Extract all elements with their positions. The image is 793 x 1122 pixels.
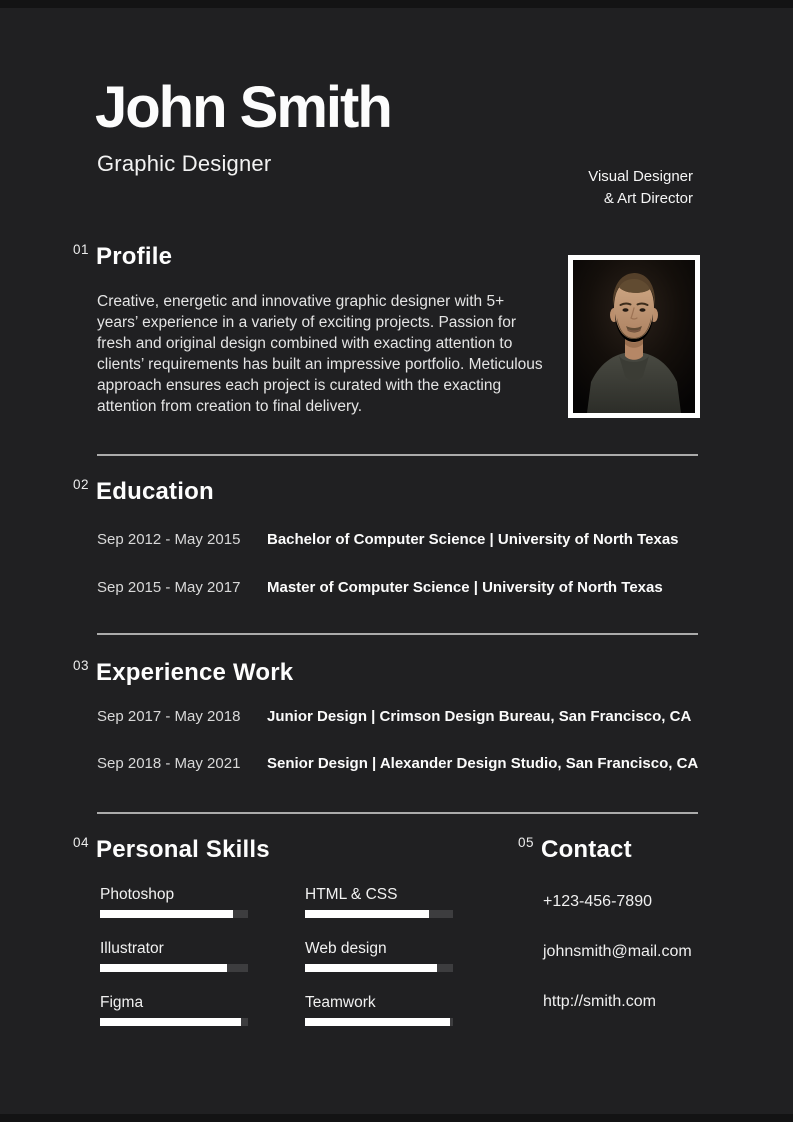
experience-detail: Junior Design | Crimson Design Bureau, San Francisco, CA — [267, 708, 692, 725]
skill-label: Illustrator — [100, 940, 164, 957]
skill-bar-fill — [100, 1018, 241, 1026]
experience-entry — [97, 755, 737, 775]
section-number-skills: 04 — [73, 835, 90, 850]
page-bottom-edge — [0, 1114, 793, 1122]
person-name: John Smith — [95, 75, 391, 140]
divider-skills — [97, 812, 698, 814]
education-dates: Sep 2015 - May 2017 — [97, 579, 241, 596]
section-title-profile: Profile — [96, 243, 173, 270]
section-heading-education — [73, 478, 214, 506]
education-entry — [97, 531, 737, 551]
skills-column-left — [100, 886, 248, 1048]
experience-detail: Senior Design | Alexander Design Studio, San Francisco, CA — [267, 755, 699, 772]
section-number-education: 02 — [73, 477, 90, 492]
education-dates: Sep 2012 - May 2015 — [97, 531, 241, 548]
skill-item — [305, 886, 453, 918]
skill-bar-track — [100, 964, 248, 972]
education-detail: Bachelor of Computer Science | University of North Texas — [267, 531, 679, 548]
person-role: Graphic Designer — [97, 151, 272, 176]
section-title-skills: Personal Skills — [96, 836, 270, 863]
contact-website: http://smith.com — [543, 993, 656, 1010]
section-heading-contact — [518, 836, 632, 864]
skill-item — [100, 940, 248, 972]
skill-bar-track — [305, 910, 453, 918]
portrait-photo-illustration — [573, 260, 695, 413]
section-heading-experience — [73, 659, 293, 687]
skill-item — [305, 940, 453, 972]
education-detail: Master of Computer Science | University of North Texas — [267, 579, 663, 596]
skill-bar-track — [305, 964, 453, 972]
profile-summary-text: Creative, energetic and innovative graphic designer with 5+ years’ experience in a variety of exciting projects. Passion for fresh and original design combined with exacting attention to clients’ requirements has built an impressive portfolio. Meticulous approach ensures each project is curated with the exacting attention from creation to final delivery. — [97, 293, 543, 415]
contact-phone: +123-456-7890 — [543, 893, 652, 910]
skill-bar-fill — [305, 964, 437, 972]
education-entry — [97, 579, 737, 599]
section-number-experience: 03 — [73, 658, 90, 673]
skills-column-right — [305, 886, 453, 1048]
skill-label: Photoshop — [100, 886, 175, 903]
section-title-contact: Contact — [541, 836, 632, 863]
skill-bar-fill — [305, 1018, 450, 1026]
contact-list — [543, 893, 692, 1043]
skill-bar-track — [100, 1018, 248, 1026]
skill-bar-fill — [100, 964, 227, 972]
section-heading-profile — [73, 243, 172, 271]
skill-bar-fill — [100, 910, 233, 918]
page-top-edge — [0, 0, 793, 8]
experience-dates: Sep 2017 - May 2018 — [97, 708, 241, 725]
skill-label: Figma — [100, 994, 144, 1011]
skill-bar-track — [100, 910, 248, 918]
divider-experience — [97, 633, 698, 635]
section-title-experience: Experience Work — [96, 659, 294, 686]
tagline-line-1: Visual Designer — [588, 168, 693, 185]
skill-item — [100, 994, 248, 1026]
skill-bar-fill — [305, 910, 429, 918]
person-tagline — [588, 166, 693, 209]
tagline-line-2: & Art Director — [603, 189, 693, 207]
skill-label: Teamwork — [305, 994, 376, 1011]
section-number-profile: 01 — [73, 242, 90, 257]
skill-item — [305, 994, 453, 1026]
skill-item — [100, 886, 248, 918]
section-number-contact: 05 — [518, 835, 535, 850]
skill-label: HTML & CSS — [305, 886, 398, 903]
skill-label: Web design — [305, 940, 387, 957]
experience-entry — [97, 708, 737, 728]
portrait-photo — [568, 255, 700, 418]
skill-bar-track — [305, 1018, 453, 1026]
section-heading-skills — [73, 836, 270, 864]
contact-email: johnsmith@mail.com — [543, 943, 692, 960]
divider-education — [97, 454, 698, 456]
section-title-education: Education — [96, 478, 214, 505]
experience-dates: Sep 2018 - May 2021 — [97, 755, 241, 772]
